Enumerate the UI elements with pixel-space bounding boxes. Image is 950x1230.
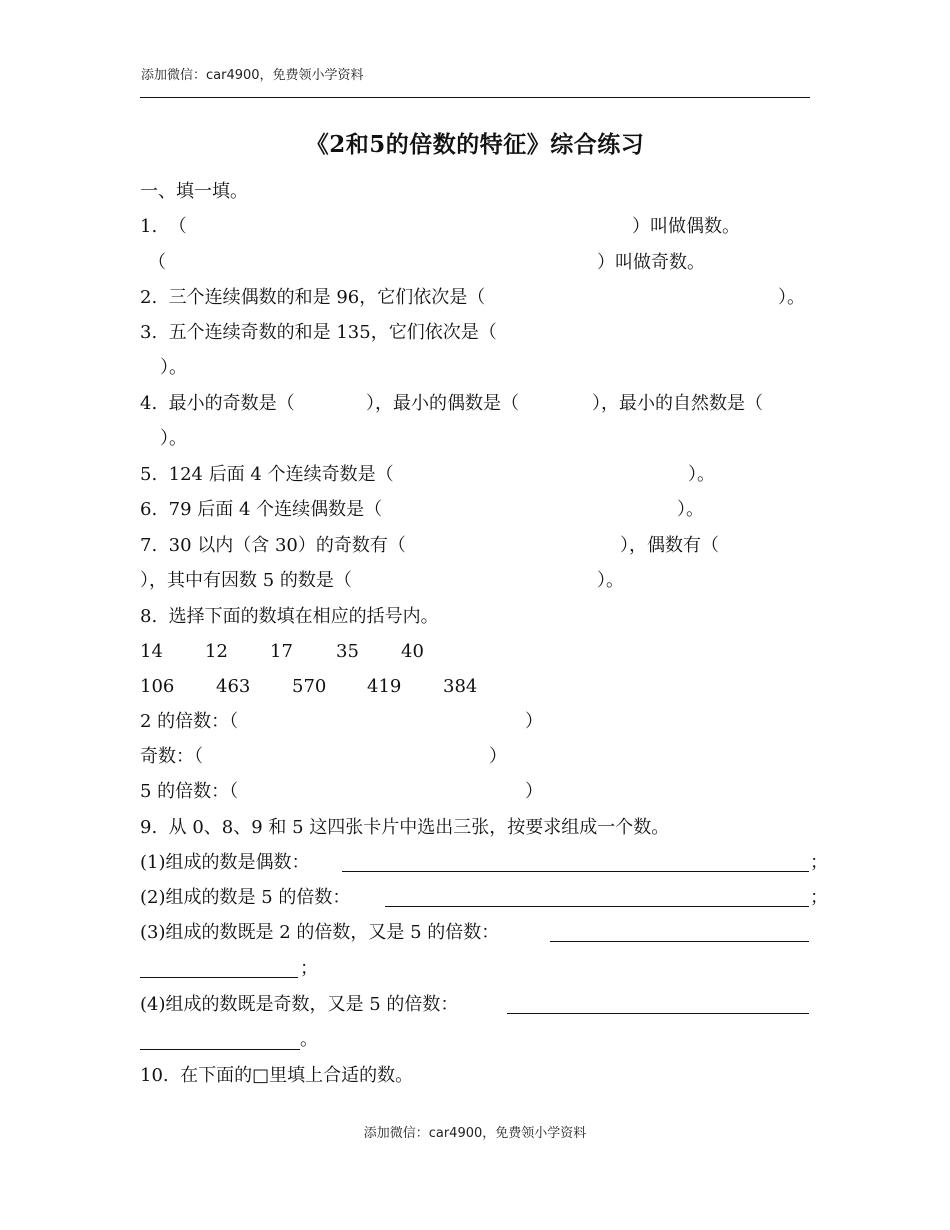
q8-number: 570 [292, 676, 327, 697]
q3-line2: ）。 [160, 357, 187, 378]
q9-answer-line-1[interactable] [342, 871, 809, 872]
q9-answer-line-3b[interactable] [140, 977, 298, 978]
q1-line-a-prefix: 1. （ [140, 216, 187, 237]
q9-part1-end: ； [810, 852, 828, 873]
q8-odd-prefix: 奇数：（ [140, 746, 203, 767]
q7-part1: 7. 30 以内（含 30）的奇数有（ [140, 535, 406, 556]
q8-number: 40 [401, 641, 424, 662]
q8-odd-suffix: ） [489, 746, 507, 767]
q5-prefix: 5. 124 后面 4 个连续奇数是（ [140, 464, 394, 485]
q4-part3: ），最小的自然数是（ [592, 393, 763, 414]
q2-prefix: 2. 三个连续偶数的和是 96，它们依次是（ [140, 287, 486, 308]
page-header: 添加微信：car4900，免费领小学资料 [141, 68, 364, 83]
q8-mult5-suffix: ） [525, 781, 543, 802]
q1-line-a-suffix: ）叫做偶数。 [632, 216, 740, 237]
q9-part2: (2)组成的数是 5 的倍数： [140, 887, 351, 908]
q1-line-b-suffix: ）叫做奇数。 [597, 252, 705, 273]
q4-line2: ）。 [160, 428, 187, 449]
q1-line-b-prefix: （ [148, 252, 166, 273]
q4-part1: 4. 最小的奇数是（ [140, 393, 295, 414]
q9-part1: (1)组成的数是偶数： [140, 852, 310, 873]
q9-part2-end: ； [810, 887, 828, 908]
q5-suffix: ）。 [688, 464, 715, 485]
q9-answer-line-3a[interactable] [550, 941, 809, 942]
header-rule [140, 97, 810, 98]
q8-number: 12 [205, 641, 228, 662]
q7-line2-a: ），其中有因数 5 的数是（ [140, 570, 352, 591]
q9-answer-line-2[interactable] [385, 906, 809, 907]
q9-part4: (4)组成的数既是奇数，又是 5 的倍数： [140, 994, 459, 1015]
q8-prompt: 8. 选择下面的数填在相应的括号内。 [140, 606, 439, 627]
q8-number: 106 [140, 676, 175, 697]
q9-part3-end: ； [300, 958, 318, 979]
q8-mult2-prefix: 2 的倍数：（ [140, 711, 239, 732]
q8-number: 14 [140, 641, 163, 662]
q10-prompt: 10. 在下面的□里填上合适的数。 [140, 1065, 414, 1086]
q9-part3: (3)组成的数既是 2 的倍数，又是 5 的倍数： [140, 922, 500, 943]
q8-number: 463 [216, 676, 251, 697]
page-footer: 添加微信：car4900，免费领小学资料 [363, 1126, 587, 1141]
q9-answer-line-4a[interactable] [507, 1013, 809, 1014]
q8-number: 384 [443, 676, 478, 697]
q7-part2: ），偶数有（ [620, 535, 719, 556]
q8-mult5-prefix: 5 的倍数：（ [140, 781, 239, 802]
q2-suffix: ）。 [778, 287, 805, 308]
q8-number: 419 [367, 676, 402, 697]
q9-part4-end: 。 [300, 1029, 318, 1050]
section-heading: 一、填一填。 [140, 181, 248, 202]
q6-suffix: ）。 [677, 499, 704, 520]
q9-prompt: 9. 从 0、8、9 和 5 这四张卡片中选出三张，按要求组成一个数。 [140, 817, 670, 838]
q7-line2-b: ）。 [597, 570, 624, 591]
page-title: 《2和5的倍数的特征》综合练习 [305, 131, 645, 158]
q3-line1: 3. 五个连续奇数的和是 135，它们依次是（ [140, 322, 497, 343]
q8-mult2-suffix: ） [525, 711, 543, 732]
q8-number: 35 [336, 641, 359, 662]
q8-number: 17 [270, 641, 293, 662]
q9-answer-line-4b[interactable] [140, 1049, 300, 1050]
q6-prefix: 6. 79 后面 4 个连续偶数是（ [140, 499, 383, 520]
q4-part2: ），最小的偶数是（ [366, 393, 519, 414]
